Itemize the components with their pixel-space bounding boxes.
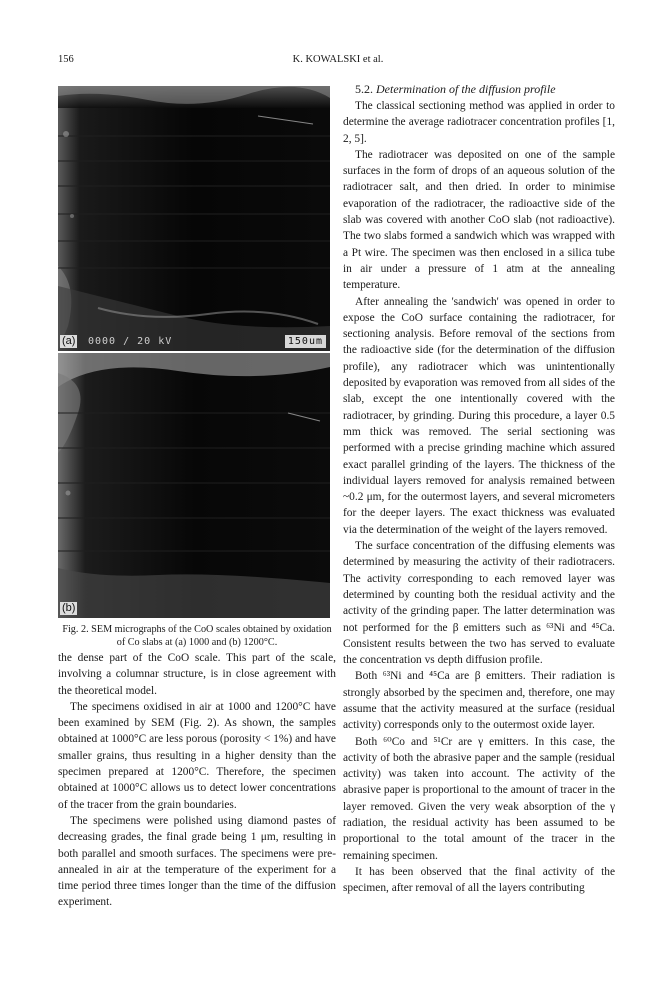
paragraph: It has been observed that the final activity of the specimen, after removal of all the layers contributing [343,865,615,895]
left-column-text [58,650,336,911]
paragraph: the dense part of the CoO scale. This part of the scale, involving a columnar structure, is in close agreement with the theoretical model. [58,652,336,697]
section-heading [343,80,615,98]
panel-a-databar [84,335,328,348]
paragraph: The classical sectioning method was applied in order to determine the average radiotracer concentration profiles [1, 2, 5]. [343,100,615,145]
running-header [58,54,618,70]
micrograph-a-image [58,86,330,351]
figure-2 [58,86,330,618]
panel-a-scale-bar: 150um [285,335,326,348]
paragraph: The surface concentration of the diffusing elements was determined by measuring the activity of their radiotracers. The activity corresponding to each removed layer was determined by counting both the residual activity and the activity of the grinding paper. The latter determination was not performed for the β emitters such as ⁶³Ni and ⁴⁵Ca. Consistent results between the two has served to evaluate the concentration vs depth diffusion profile. [343,540,615,667]
paragraph: After annealing the 'sandwich' was opened in order to expose the CoO surface containing the radiotracer, for sectioning analysis. Before removal of the sections from the radioactive side (for the determination of the diffusion profile), any radiotracer which was unintentionally deposited by evaporation was removed from all sides of the slab, except the one intentionally covered with the radiotracer, by grinding. During this procedure, a layer 0.5 mm thick was removed. The serial sectioning was performed with a precise grinding machine which assured exact parallel grinding of the layers. The thickness of the individual layers removed for analysis remained between ~0.2 μm, for the outermost layers, and several micrometers for the deeper layers. The exact thickness was evaluated via the determination of the weight of the layers removed. [343,295,615,536]
section-number: 5.2. [355,82,373,96]
paragraph: The specimens oxidised in air at 1000 and 1200°C have been examined by SEM (Fig. 2). As shown, the samples obtained at 1000°C are less porous (porosity < 1%) and have smaller grains, thus resulting in a higher density than the specimen prepared at 1200°C. Therefore, the specimen obtained at 1000°C allows us to detect lower concentrations of the tracer from the grain boundaries. [58,700,336,811]
sem-micrograph-b [58,353,330,618]
paragraph: Both ⁶⁰Co and ⁵¹Cr are γ emitters. In this case, the activity of both the abrasive paper and the sample (residual activity) was taken into account. The activity of the abrasive paper is proportional to the amount of tracer in the layer removed. Given the very weak absorption of the γ radiation, the residual activity has been assumed to be proportional to the total amount of the tracer in the remaining specimen. [343,735,615,862]
figure-caption: Fig. 2. SEM micrographs of the CoO scales obtained by oxidation of Co slabs at (a) 1000 and (b) 1200°C. [62,624,332,648]
paragraph: The specimens were polished using diamond pastes of decreasing grades, the final grade being 1 μm, resulting in both parallel and smooth surfaces. The specimens were pre-annealed in air at the temperature of the experiment for a time period three times longer than the time of the diffusion experiment. [58,814,336,909]
panel-b-label: (b) [62,602,76,614]
right-column-text [343,80,615,897]
sem-micrograph-a [58,86,330,351]
panel-a-label: (a) [62,335,76,347]
running-title: K. KOWALSKI et al. [292,54,384,65]
panel-b-databar [84,602,328,615]
paragraph: The radiotracer was deposited on one of the sample surfaces in the form of drops of an aqueous solution of the radiotracer salt, and then dried. In order to minimise evaporation of the radiotracer, the radioactive side of the slab was covered with another CoO slab (not radioactive). The two slabs formed a sandwich which was wrapped with a Pt wire. The specimen was then enclosed in a silica tube in air under a pressure of 1 atm at the annealing temperature. [343,148,615,292]
paragraph: Both ⁶³Ni and ⁴⁵Ca are β emitters. Their radiation is strongly absorbed by the specimen and, therefore, one may assume that the activity measured at the surface (residual activity) corresponds only to the outermost oxide layer. [343,670,615,732]
panel-a-magnification: 0000 / 20 kV [88,336,173,347]
section-title: Determination of the diffusion profile [376,82,556,96]
micrograph-b-image [58,353,330,618]
page-number: 156 [58,54,74,65]
